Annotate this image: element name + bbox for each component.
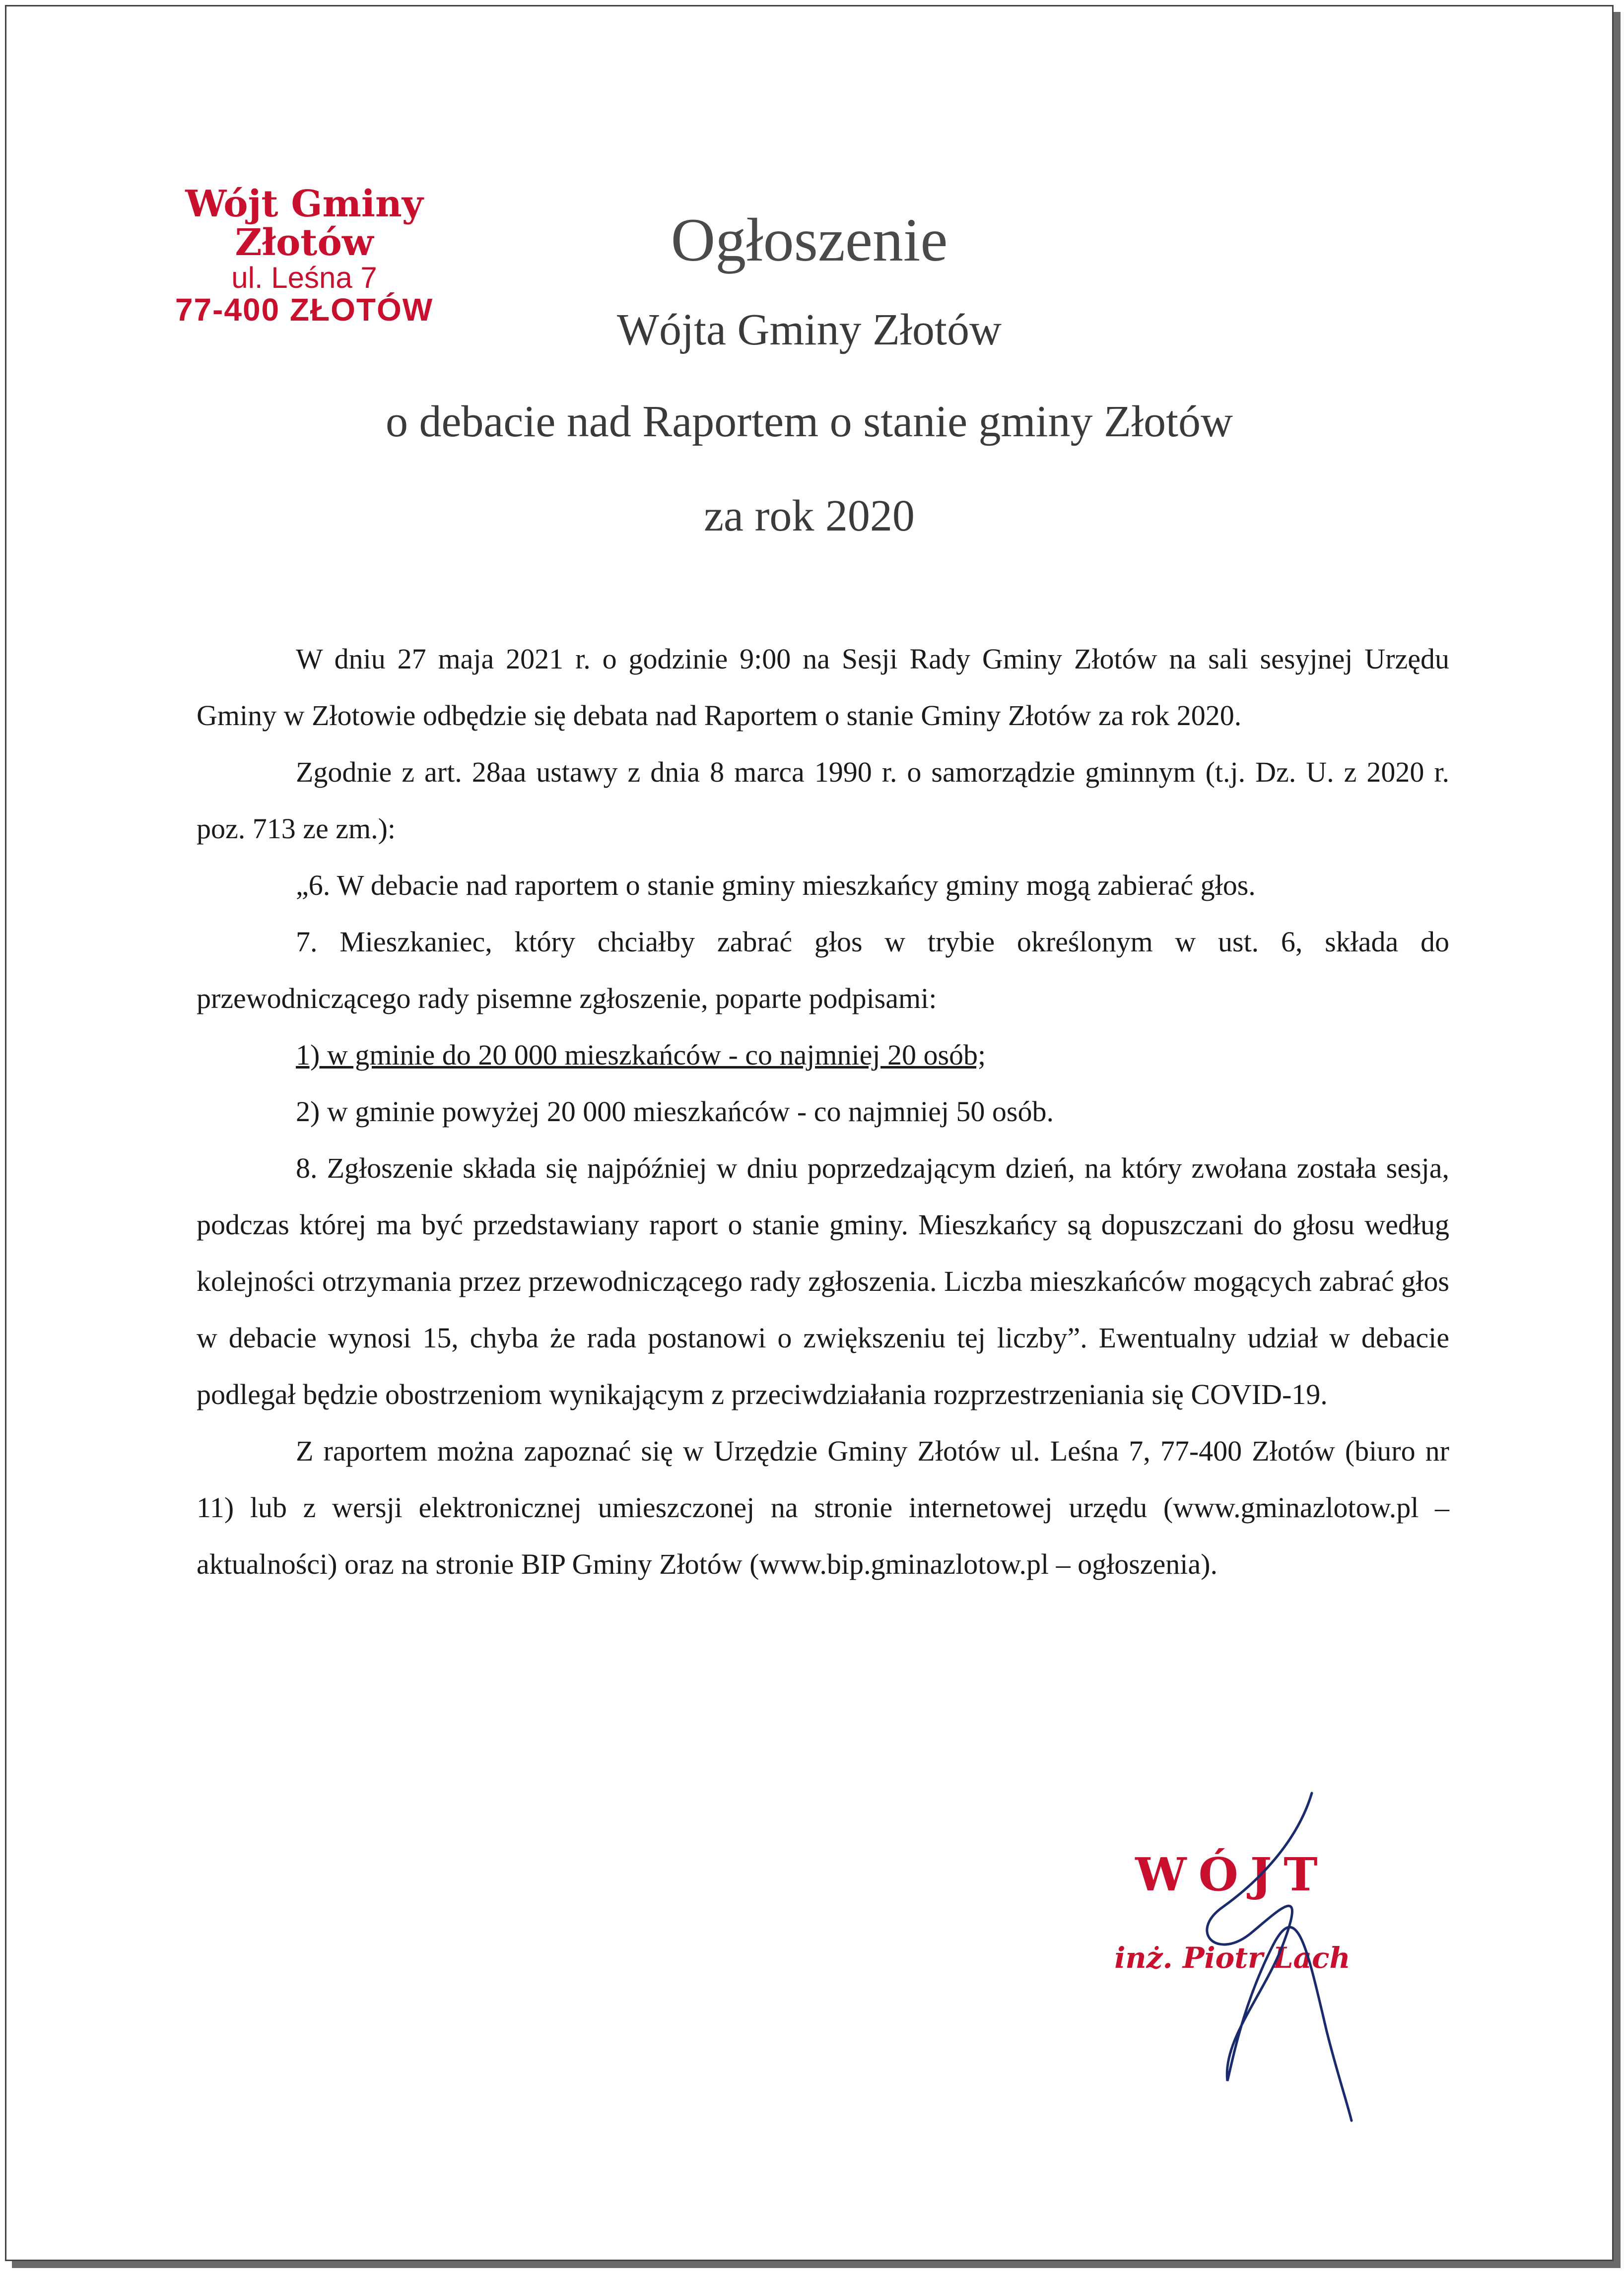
paragraph-quote-8: 8. Zgłoszenie składa się najpóźniej w dniu poprzedzającym dzień, na który zwołana została sesja, podczas której ma być przedstawiany raport o stanie gminy. Mieszkańcy są dopuszczani do głosu według kolejności otrzymania przez przewodniczącego rady zgłoszenia. Liczba mieszkańców mogących zabrać głos w debacie wynosi 15, chyba że rada postanowi o zwiększeniu tej liczby”. Ewentualny udział w debacie podlegał będzie obostrzeniom wynikającym z przeciwdziałania rozprzestrzeniania się COVID-19. [197,1152,1449,1410]
stamp-line-1: Wójt Gminy Złotów [185,183,423,264]
stamp-line-2: ul. Leśna 7 [231,261,377,295]
title-line-3: o debacie nad Raportem o stanie gminy Złotów [385,397,1233,446]
document-title: Ogłoszenie [671,206,948,274]
announcement-body [197,631,1449,1593]
list-item-1: 1) w gminie do 20 000 mieszkańców - co najmniej 20 osób; [296,1039,986,1071]
stamp-line-3: 77-400 ZŁOTÓW [175,292,434,328]
title-line-4: za rok 2020 [704,491,915,540]
paragraph-availability: Z raportem można zapoznać się w Urzędzie Gminy Złotów ul. Leśna 7, 77-400 Złotów (biuro nr 11) lub z wersji elektronicznej umieszczonej na stronie internetowej urzędu (www.gminazlotow.pl – aktualności) oraz na stronie BIP Gminy Złotów (www.bip.gminazlotow.pl – ogłoszenia). [197,1435,1449,1580]
title-line-2: Wójta Gminy Złotów [617,305,1002,354]
handwritten-signature [1148,1783,1356,2131]
paragraph-quote-7: 7. Mieszkaniec, który chciałby zabrać głos w trybie określonym w ust. 6, składa do przewodniczącego rady pisemne zgłoszenie, poparte podpisami: [197,926,1449,1014]
list-item-2: 2) w gminie powyżej 20 000 mieszkańców - co najmniej 50 osób. [296,1095,1054,1128]
signature-name: inż. Piotr Lach [1114,1941,1351,1975]
paragraph-legal-basis: Zgodnie z art. 28aa ustawy z dnia 8 marca 1990 r. o samorządzie gminnym (t.j. Dz. U. z 2020 r. poz. 713 ze zm.): [197,756,1449,845]
document-page [5,5,1614,2261]
paragraph-quote-6: „6. W debacie nad raportem o stanie gminy mieszkańcy gminy mogą zabierać głos. [296,869,1256,901]
paragraph-date: W dniu 27 maja 2021 r. o godzinie 9:00 na Sesji Rady Gminy Złotów na sali sesyjnej Urzędu Gminy w Złotowie odbędzie się debata nad Raportem o stanie Gminy Złotów za rok 2020. [197,643,1449,732]
signature-title: WÓJT [1135,1848,1330,1901]
